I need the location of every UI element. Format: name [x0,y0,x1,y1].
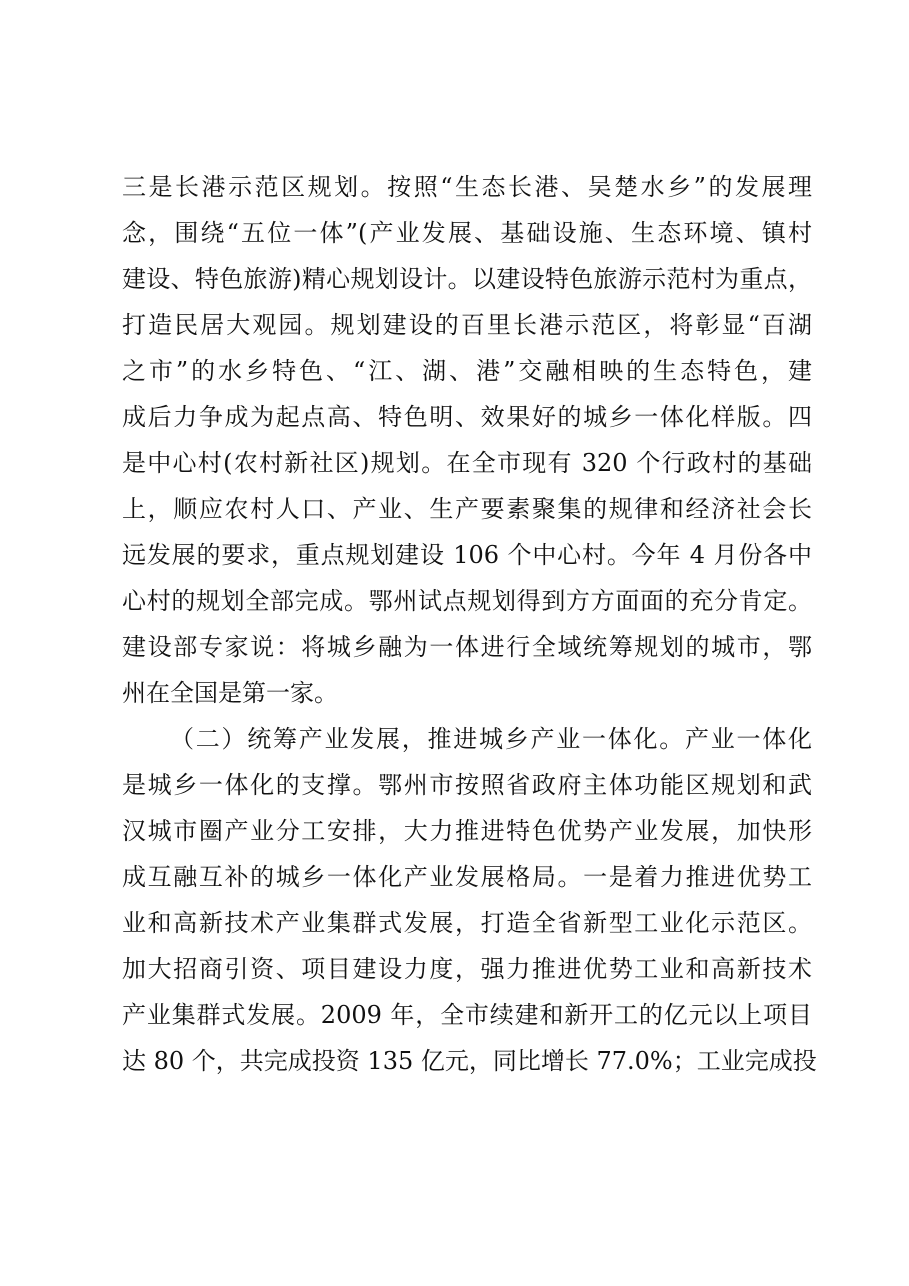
text-line: 产业集群式发展。2009 年，全市续建和新开工的亿元以上项目 [122,1001,812,1029]
section-heading-line: （二）统筹产业发展，推进城乡产业一体化。产业一体化 [170,725,812,753]
body-text [122,164,817,1084]
text-line: 是城乡一体化的支撑。鄂州市按照省政府主体功能区规划和武 [122,771,812,799]
text-line: 达 80 个，共完成投资 135 亿元，同比增长 77.0%；工业完成投 [122,1047,817,1075]
text-line: 业和高新技术产业集群式发展，打造全省新型工业化示范区。 [122,909,812,937]
text-line: 之市”的水乡特色、“江、湖、港”交融相映的生态特色，建 [122,357,812,385]
text-line: 心村的规划全部完成。鄂州试点规划得到方方面面的充分肯定。 [122,587,812,615]
text-line: 念，围绕“五位一体”(产业发展、基础设施、生态环境、镇村 [122,219,812,247]
text-line: 是中心村(农村新社区)规划。在全市现有 320 个行政村的基础 [122,449,812,477]
text-line: 建设、特色旅游)精心规划设计。以建设特色旅游示范村为重点， [122,265,812,293]
text-line: 成互融互补的城乡一体化产业发展格局。一是着力推进优势工 [122,863,812,891]
text-line: 上，顺应农村人口、产业、生产要素聚集的规律和经济社会长 [122,495,812,523]
text-line: 打造民居大观园。规划建设的百里长港示范区，将彰显“百湖 [122,311,812,339]
text-line: 三是长港示范区规划。按照“生态长港、吴楚水乡”的发展理 [122,173,812,201]
text-line: 汉城市圈产业分工安排，大力推进特色优势产业发展，加快形 [122,817,812,845]
text-line: 州在全国是第一家。 [122,679,338,707]
text-line: 加大招商引资、项目建设力度，强力推进优势工业和高新技术 [122,955,812,983]
text-line: 建设部专家说：将城乡融为一体进行全域统筹规划的城市，鄂 [122,633,812,661]
text-line: 远发展的要求，重点规划建设 106 个中心村。今年 4 月份各中 [122,541,812,569]
text-line: 成后力争成为起点高、特色明、效果好的城乡一体化样版。四 [122,403,812,431]
